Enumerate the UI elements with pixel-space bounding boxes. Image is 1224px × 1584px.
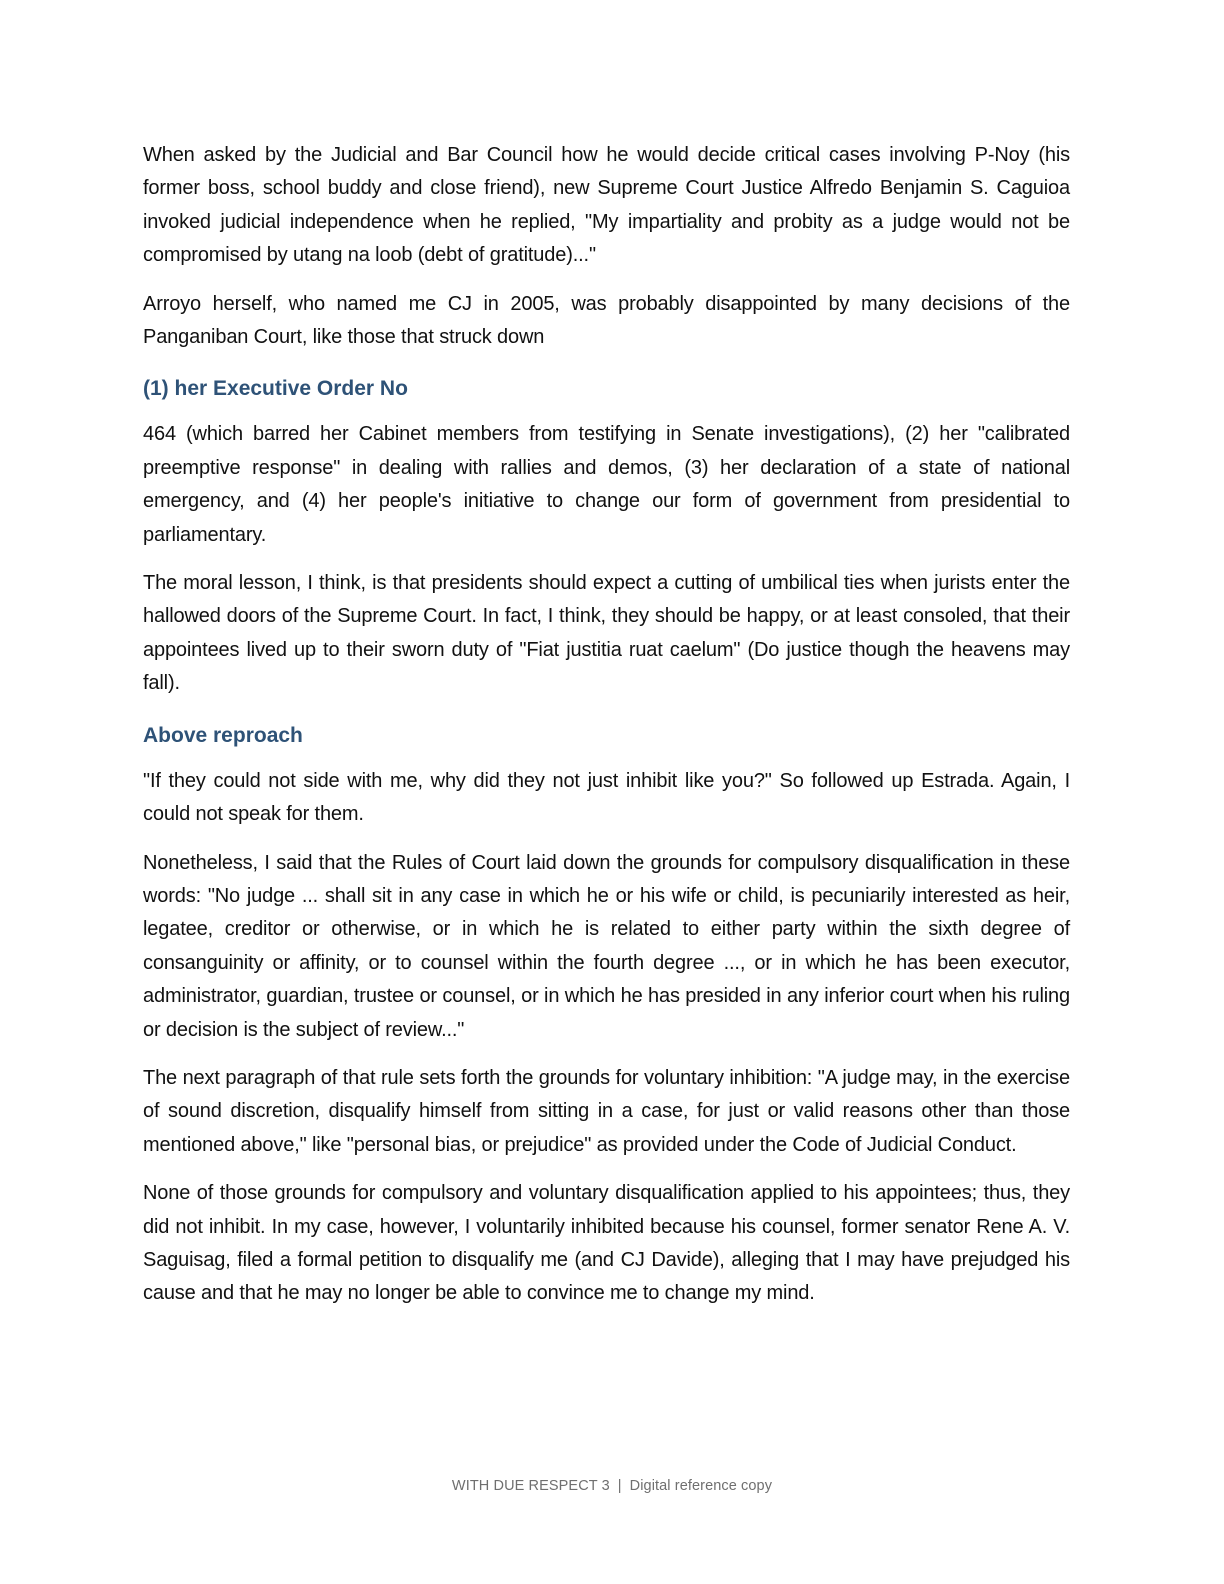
document-page xyxy=(143,139,1070,1326)
paragraph-arroyo: Arroyo herself, who named me CJ in 2005, was probably disappointed by many decisions of the Panganiban Court, like those that struck down xyxy=(143,292,1070,349)
paragraph-moral-lesson: The moral lesson, I think, is that presidents should expect a cutting of umbilical ties when jurists enter the hallowed doors of the Supreme Court. In fact, I think, they should be happy, or at least consoled, that their appointees lived up to their sworn duty of "Fiat justitia ruat caelum" (Do justice though the heavens may fall). xyxy=(143,572,1070,695)
footer-note: Digital reference copy xyxy=(629,1478,773,1494)
heading-above-reproach: Above reproach xyxy=(143,723,303,747)
page-footer xyxy=(0,1478,1224,1494)
paragraph-voluntary-inhibition: The next paragraph of that rule sets forth the grounds for voluntary inhibition: "A judge may, in the exercise of sound discretion, disqualify himself from sitting in a case, for just or valid reasons other than those mentioned above," like "personal bias, or prejudice" as provided under the Code of Judicial Conduct. xyxy=(143,1066,1070,1156)
heading-executive-order: (1) her Executive Order No xyxy=(143,377,408,401)
paragraph-compulsory-disqualification: Nonetheless, I said that the Rules of Court laid down the grounds for compulsory disqualification in these words: "No judge ... shall sit in any case in which he or his wife or child, is pecuniarily interested as heir, legatee, creditor or otherwise, or in which he is related to either party within the sixth degree of consanguinity or affinity, or to counsel within the fourth degree ..., or in which he has been executor, administrator, guardian, trustee or counsel, or in which he has presided in any inferior court when his ruling or decision is the subject of review..." xyxy=(143,851,1070,1041)
paragraph-estrada-question: "If they could not side with me, why did they not just inhibit like you?" So followed up Estrada. Again, I could not speak for them. xyxy=(143,769,1070,826)
paragraph-saguisag-petition: None of those grounds for compulsory and voluntary disqualification applied to his appointees; thus, they did not inhibit. In my case, however, I voluntarily inhibited because his counsel, former senator Rene A. V. Saguisag, filed a formal petition to disqualify me (and CJ Davide), alleging that I may have prejudged his cause and that he may no longer be able to convince me to change my mind. xyxy=(143,1182,1070,1305)
paragraph-caguioa: When asked by the Judicial and Bar Council how he would decide critical cases involving P-Noy (his former boss, school buddy and close friend), new Supreme Court Justice Alfredo Benjamin S. Caguioa invoked judicial independence when he replied, "My impartiality and probity as a judge would not be compromised by utang na loob (debt of gratitude)..." xyxy=(143,144,1070,267)
footer-separator: | xyxy=(617,1478,622,1494)
footer-title: WITH DUE RESPECT 3 xyxy=(451,1478,610,1494)
paragraph-executive-order-464: 464 (which barred her Cabinet members from testifying in Senate investigations), (2) her "calibrated preemptive response" in dealing with rallies and demos, (3) her declaration of a state of national emergency, and (4) her people's initiative to change our form of government from presidential to parliamentary. xyxy=(143,423,1070,546)
